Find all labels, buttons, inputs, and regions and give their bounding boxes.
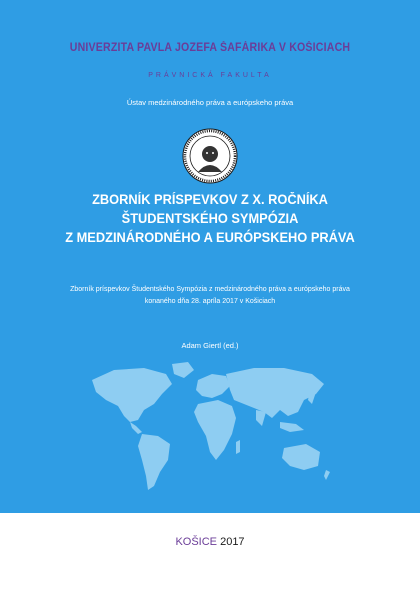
- description-line-1: Zborník príspevkov Študentského Sympózia z medzinárodného práva a európskeho práva: [70, 286, 350, 293]
- university-name: UNIVERZITA PAVLA JOZEFA ŠAFÁRIKA V KOŠICIACH: [69, 42, 351, 54]
- title-line-3: Z MEDZINÁRODNÉHO A EURÓPSKEHO PRÁVA: [65, 230, 355, 245]
- title-line-1: ZBORNÍK PRÍSPEVKOV Z X. ROČNÍKA: [92, 192, 328, 207]
- editor-name: Adam Giertl (ed.): [181, 341, 239, 350]
- publication-year: 2017: [220, 536, 245, 548]
- publication-place-year: [0, 536, 420, 548]
- description-line-2: konaného dňa 28. apríla 2017 v Košiciach: [144, 298, 276, 305]
- publication-city: KOŠICE: [175, 536, 218, 548]
- proceedings-title: [11, 190, 410, 247]
- university-seal-icon: [182, 128, 238, 184]
- proceedings-description: [0, 284, 420, 308]
- department-name: Ústav medzinárodného práva a európskeho práva: [126, 98, 294, 107]
- faculty-name: PRÁVNICKÁ FAKULTA: [148, 72, 272, 79]
- title-line-2: ŠTUDENTSKÉHO SYMPÓZIA: [121, 211, 299, 226]
- world-map-icon: [84, 360, 336, 496]
